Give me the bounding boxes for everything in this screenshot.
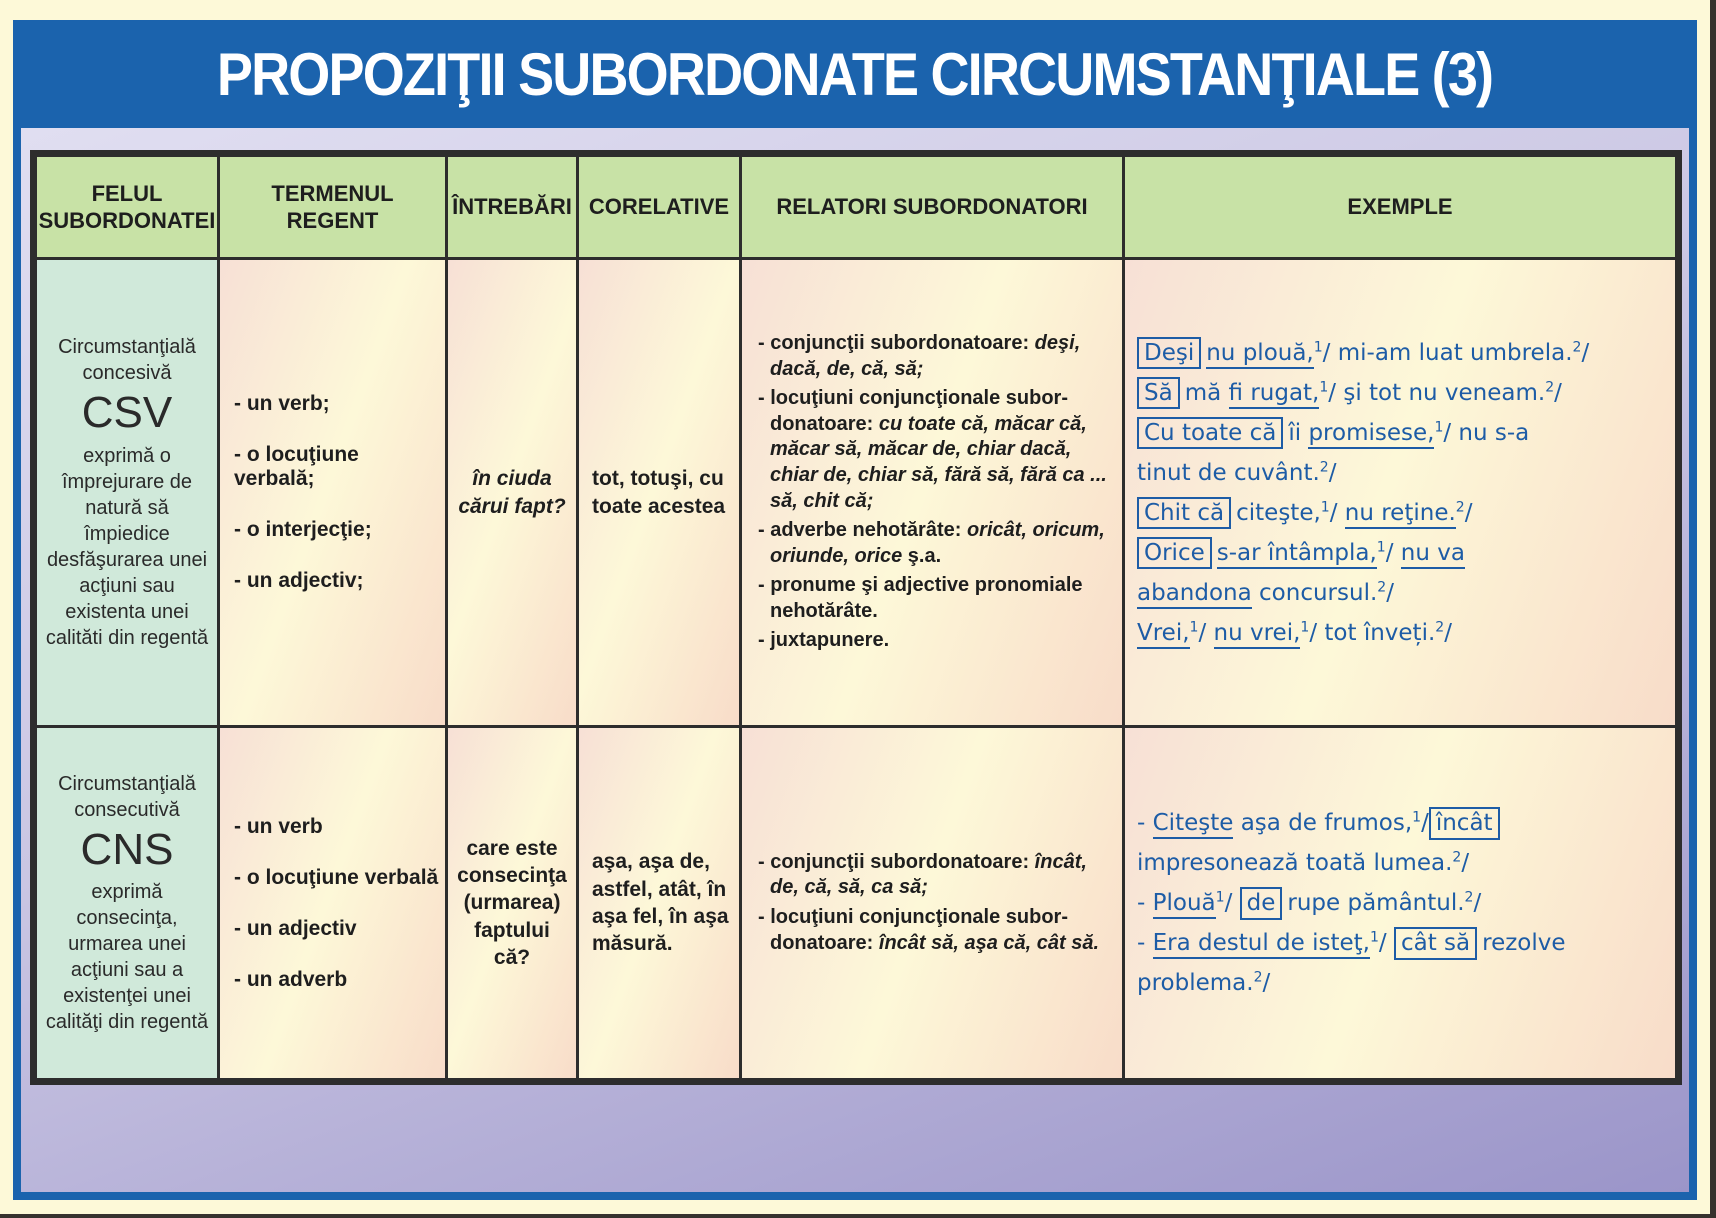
list-item: - o locuţiune verbală (234, 865, 439, 889)
column-header-relatori: RELATORI SUBORDONATORI (742, 157, 1122, 257)
list-item: - un verb; (234, 392, 330, 415)
list-item: - un adjectiv (234, 916, 357, 940)
kind-name: Circumstanţială concesivă (58, 336, 196, 385)
examples-cell-cns (1125, 728, 1675, 1078)
text-line: Să mă fi rugat,$^1$/ şi tot nu veneam.$^2$/ (1137, 373, 1671, 413)
title-banner (13, 20, 1697, 128)
poster-frame (13, 20, 1697, 1200)
kind-cell-cns (37, 728, 217, 1078)
relators-cell-cns (742, 728, 1122, 1078)
column-header-termenul: TERMENUL REGENT (220, 157, 445, 257)
list-item: - un adjectiv; (234, 569, 364, 592)
examples-cell-csv (1125, 260, 1675, 725)
text-line: Orice s-ar întâmpla,$^1$/ nu va (1137, 533, 1671, 573)
text-line: Cu toate că îi promisese,$^1$/ nu s-a (1137, 413, 1671, 453)
page-title: PROPOZIŢII SUBORDONATE CIRCUMSTANŢIALE (3) (217, 40, 1493, 108)
content-panel (21, 128, 1689, 1192)
correlatives-cell-csv: tot, totuşi, cu toate acestea (579, 260, 739, 725)
kind-abbr: CNS (80, 824, 174, 874)
text-line: impresonează toată lumea.$^2$/ (1137, 849, 1470, 876)
column-header-corelative: CORELATIVE (579, 157, 739, 257)
question-cell-csv: în ciuda cărui fapt? (448, 260, 576, 725)
text-line: problema.$^2$/ (1137, 969, 1271, 996)
text-line: Deşi nu plouă,$^1$/ mi-am luat umbrela.$^2$/ (1137, 333, 1671, 373)
column-header-exemple: EXEMPLE (1125, 157, 1675, 257)
text-line: - conjuncţii subordonatoare: încât, de, că, să, ca să; (758, 850, 1087, 899)
relators-cell-csv (742, 260, 1122, 725)
column-header-intrebari: ÎNTREBĂRI (448, 157, 576, 257)
list-item: - un adverb (234, 967, 348, 991)
column-header-felul: FELUL SUBORDONATEI (37, 157, 217, 257)
text-line: - locuţiuni conjuncţionale subor-donatoare: cu toate că, măcar că, măcar să, măcar de, chiar dacă, chiar de, chiar să, fără să, fără ca ... să, chit că; (758, 387, 1107, 512)
kind-cell-csv (37, 260, 217, 725)
text-line: Chit că citeşte,$^1$/ nu reţine.$^2$/ (1137, 493, 1671, 533)
grammar-table (30, 150, 1682, 1085)
kind-abbr: CSV (81, 388, 173, 438)
text-line: - Era destul de isteţ,$^1$/ cât să rezolve (1137, 923, 1671, 963)
regent-cell-cns (220, 728, 445, 1078)
text-line: - conjuncţii subordonatoare: deşi, dacă, de, că, să; (758, 331, 1081, 380)
correlatives-cell-cns: aşa, aşa de, astfel, atât, în aşa fel, în aşa măsură. (579, 728, 739, 1078)
question-cell-cns: care este consecinţa (urmarea) faptului că? (448, 728, 576, 1078)
kind-name: Circumstanţială consecutivă (58, 772, 196, 821)
regent-cell-csv (220, 260, 445, 725)
list-item: - o locuţiune verbală; (234, 443, 359, 490)
text-line: Vrei,$^1$/ nu vrei,$^1$/ tot înveți.$^2$/ (1137, 613, 1671, 653)
text-line: - Plouă$^1$/ de rupe pământul.$^2$/ (1137, 883, 1671, 923)
text-line: - Citeşte aşa de frumos,$^1$/ încât (1137, 803, 1671, 843)
text-line: - juxtapunere. (758, 629, 890, 652)
text-line: - pronume şi adjective pronomiale nehotărâte. (758, 574, 1083, 622)
text-line: abandona concursul.$^2$/ (1137, 573, 1671, 613)
list-item: - un verb (234, 814, 323, 838)
text-line: tinut de cuvânt.$^2$/ (1137, 458, 1337, 486)
kind-desc: exprimă o împrejurare de natură să împiedice desfăşurarea unei acţiuni sau existenta unei calităti din regentă (45, 444, 209, 649)
list-item: - o interjecţie; (234, 518, 372, 541)
kind-desc: exprimă consecinţa, urmarea unei acţiuni sau a existenţei unei calităţi din regentă (45, 881, 209, 1034)
text-line: - adverbe nehotărâte: oricât, oricum, oriunde, orice ş.a. (758, 519, 1105, 567)
text-line: - locuţiuni conjuncţionale subor-donatoare: încât să, aşa că, cât să. (758, 906, 1100, 954)
